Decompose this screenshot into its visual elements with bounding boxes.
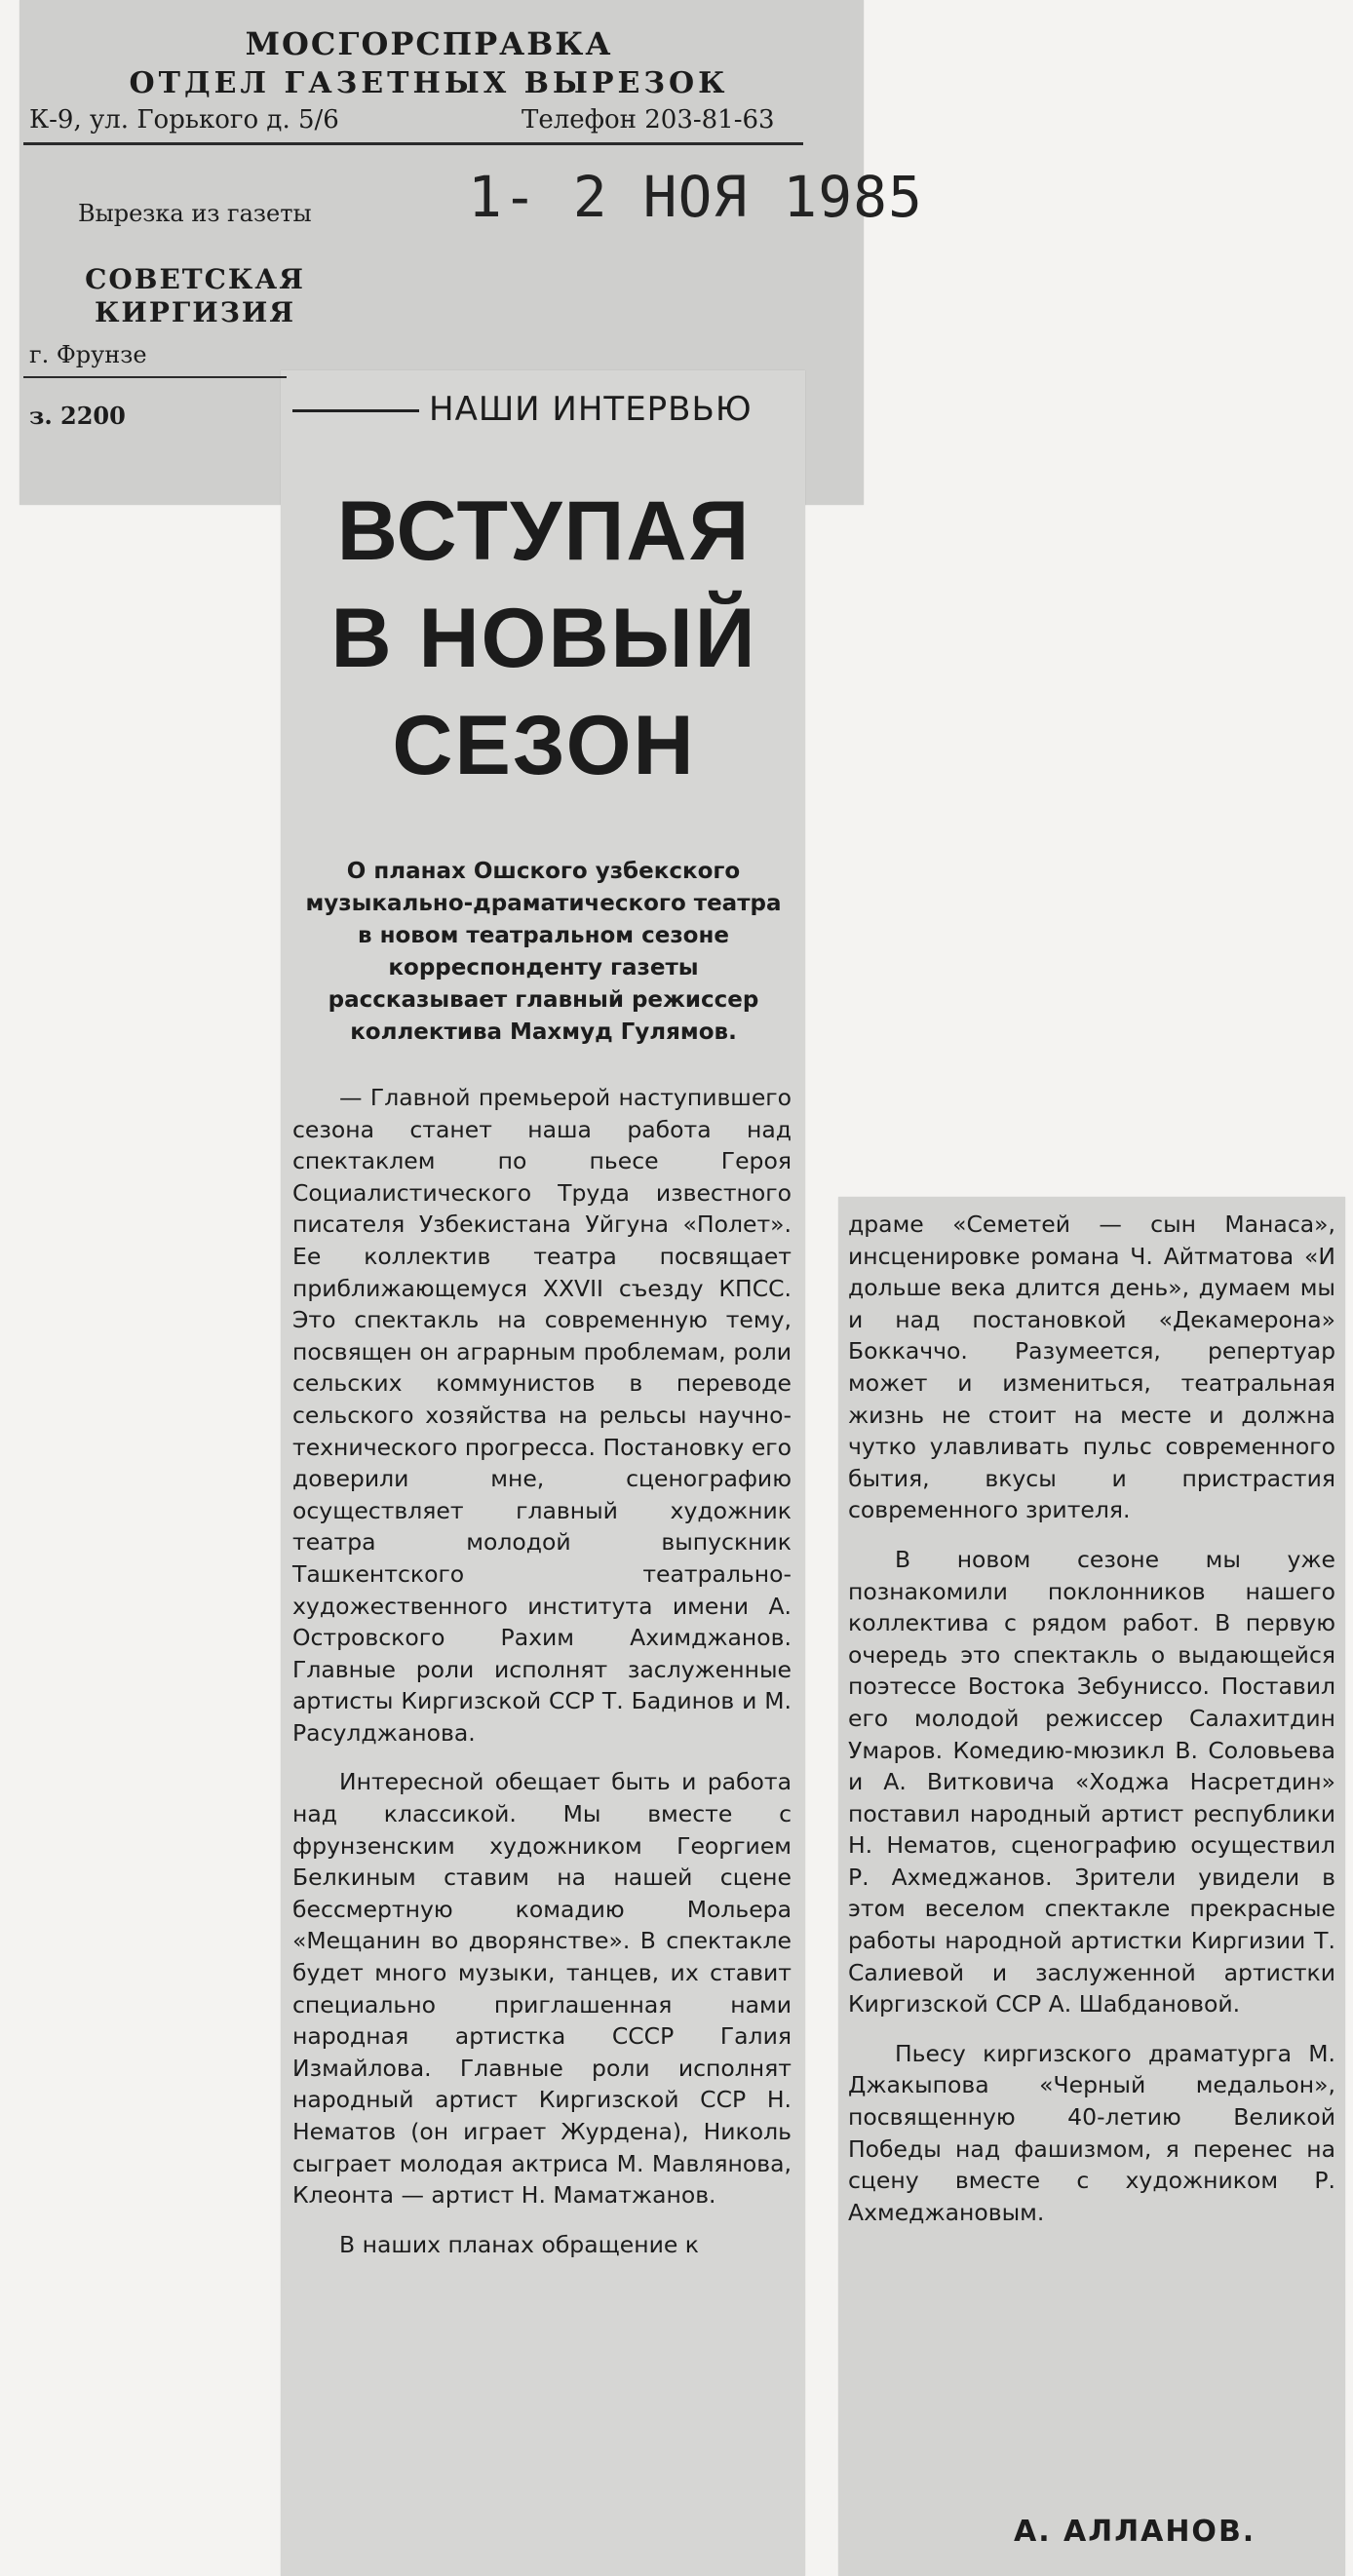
newspaper-name-line1: СОВЕТСКАЯ <box>85 263 305 295</box>
order-code: з. 2200 <box>29 402 126 430</box>
stamp-divider-short <box>23 376 287 378</box>
paragraph: В новом сезоне мы уже познакомили поклонников нашего коллектива с рядом работ. В первую очередь это спектакль о выдающейся поэтессе Востока Зебуниссо. Поставил его молодой режиссер Салахитдин Умаров. Комедию-мюзикл В. Соловьева и А. Витковича «Ходжа Насретдин» поставил народный артист республики Н. Нематов, сценографию осуществил Р. Ахмеджанов. Зрители увидели в этом веселом спектакле прекрасные работы народной артистки Киргизии Т. Салиевой и заслуженной артистки Киргизской ССР А. Шабдановой. <box>848 1545 1335 2019</box>
paragraph: — Главной премьерой наступившего сезона станет наша работа над спектаклем по пьесе Героя Социалистического Труда известного писателя Узбекистана Уйгуна «Полет». Ее коллектив театра посвящает приближающемуся XXVII съезду КПСС. Это спектакль на современную тему, посвящен он аграрным проблемам, роли сельских коммунистов в переводе сельского хозяйства на рельсы научно-технического прогресса. Постановку его доверили мне, сценографию осуществляет главный художник театра молодой выпускник Ташкентского театрально-художественного института имени А. Островского Рахим Ахимджанов. Главные роли исполнят заслуженные артисты Киргизской ССР Т. Бадинов и М. Расулджанова. <box>292 1084 792 1747</box>
stamp-divider <box>23 142 803 145</box>
rubric-title: НАШИ ИНТЕРВЬЮ <box>429 390 753 429</box>
headline-line-1: ВСТУПАЯ <box>336 484 752 578</box>
headline-line-3: СЕЗОН <box>392 699 696 792</box>
article-lead: О планах Ошского узбекского музыкально-драматического театра в новом театральном сезоне корреспонденту газеты рассказывает главный режиссер коллектива Махмуд Гулямов. <box>305 859 782 1045</box>
rubric-rule <box>292 409 419 412</box>
headline-line-2: В НОВЫЙ <box>330 592 757 685</box>
article-headline <box>283 478 805 799</box>
newspaper-city: г. Фрунзе <box>29 341 147 368</box>
paragraph: Пьесу киргизского драматурга М. Джакыпова «Черный медальон», посвященную 40-летию Великой Победы над фашизмом, я перенес на сцену вместе с художником Р. Ахмеджановым. <box>848 2039 1335 2226</box>
newspaper-name <box>58 263 331 329</box>
article-body-right <box>848 1209 1335 2246</box>
paragraph: Интересной обещает быть и работа над классикой. Мы вместе с фрунзенским художником Георгием Белкиным ставим на нашей сцене бессмертную комадию Мольера «Мещанин во дворянстве». В спектакле будет много музыки, танцев, их ставит специально приглашенная нами народная артистка СССР Галия Измайлова. Главные роли исполнят народный артист Киргизской ССР Н. Нематов (он играет Журдена), Николь сыграет молодая актриса М. Мавлянова, Клеонта — артист Н. Маматжанов. <box>292 1768 792 2210</box>
author-signature: А. АЛЛАНОВ. <box>1014 2515 1256 2549</box>
paragraph: В наших планах обращение к <box>339 2230 699 2258</box>
department-name: ОТДЕЛ ГАЗЕТНЫХ ВЫРЕЗОК <box>129 66 729 100</box>
agency-address: К-9, ул. Горького д. 5/6 <box>29 105 339 135</box>
newspaper-name-line2: КИРГИЗИЯ <box>94 296 296 328</box>
agency-phone: Телефон 203-81-63 <box>522 105 775 135</box>
article-body-left <box>292 1082 792 2278</box>
paragraph: драме «Семетей — сын Манаса», инсценировке романа Ч. Айтматова «И дольше века длится день», думаем мы и над постановкой «Декамерона» Боккаччо. Разумеется, репертуар может и измениться, театральная жизнь не стоит на месте и должна чутко улавливать пульс современного бытия, вкусы и пристрастия современного зрителя. <box>848 1211 1335 1524</box>
agency-name: МОСГОРСПРАВКА <box>245 25 613 62</box>
cut-from-label: Вырезка из газеты <box>78 200 312 227</box>
date-stamp: 1- 2 НОЯ 1985 <box>468 164 923 230</box>
